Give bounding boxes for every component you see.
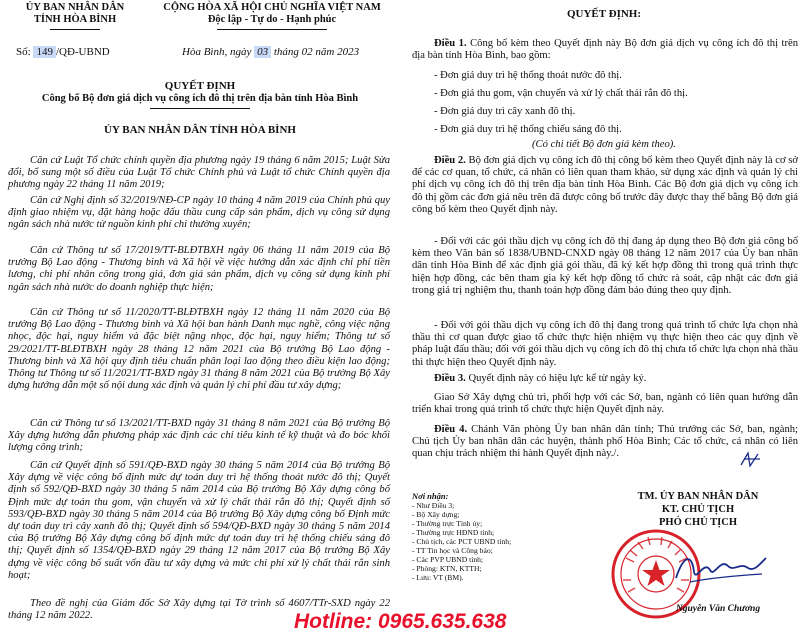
authority-heading: ỦY BAN NHÂN DÂN TỈNH HÒA BÌNH bbox=[104, 124, 296, 136]
recipient-item: - Phòng: KTN, KTTH; bbox=[412, 564, 482, 573]
agency-line1: ỦY BAN NHÂN DÂN bbox=[25, 2, 125, 13]
article-1-item: - Đơn giá thu gom, vận chuyển và xử lý chất thải rắn đô thị. bbox=[434, 88, 688, 99]
day-field: 03 bbox=[254, 46, 271, 58]
left-column bbox=[0, 0, 400, 637]
preamble-paragraph: Theo đề nghị của Giám đốc Sở Xây dựng tại Tờ trình số 4607/TTr-SXD ngày 22 tháng 12 năm 2022. bbox=[8, 598, 390, 622]
document-number: Số: 149 /QĐ-UBND bbox=[16, 46, 110, 58]
handwritten-signature-icon bbox=[670, 548, 770, 590]
preamble-paragraph: Căn cứ Luật Tổ chức chính quyền địa phương ngày 19 tháng 6 năm 2015; Luật Sửa đổi, bổ sung một số điều của Luật Tổ chức Chính phủ và Luật tổ chức Chính quyền địa phương ngày 22 tháng 11 năm 2019; bbox=[8, 155, 390, 191]
doc-subtitle: Công bố Bộ đơn giá dịch vụ công ích đô thị trên địa bàn tỉnh Hòa Bình bbox=[41, 93, 359, 104]
preamble-paragraph: Căn cứ Thông tư số 13/2021/TT-BXD ngày 31 tháng 8 năm 2021 của Bộ trưởng Bộ Xây dựng hướng dẫn phương pháp xác định các chỉ tiêu kinh tế kỹ thuật và đo bóc khối lượng công trình; bbox=[8, 418, 390, 454]
signature-line3: PHÓ CHỦ TỊCH bbox=[659, 517, 737, 528]
preamble-paragraph: Căn cứ Thông tư số 17/2019/TT-BLĐTBXH ngày 06 tháng 11 năm 2019 của Bộ trưởng Bộ Lao động - Thương binh và Xã hội về việc hướng dẫn xác định chi phí tiền lương, chi phí nhân công trong giá, đơn giá sản phẩm, dịch vụ công sử dụng kinh phí ngân sách nhà nước do doanh nghiệp thực hiện; bbox=[8, 245, 390, 293]
recipient-item: - Chủ tịch, các PCT UBND tỉnh; bbox=[412, 537, 512, 546]
hotline-banner: Hotline: 0965.635.638 bbox=[294, 610, 507, 633]
preamble-paragraph: Căn cứ Thông tư số 11/2020/TT-BLĐTBXH ngày 12 tháng 11 năm 2020 của Bộ trưởng Bộ Lao động - Thương binh và Xã hội ban hành Danh mục nghề, công việc nặng nhọc, độc hại, nguy hiểm và đặc biệt nặng nhọc, độc hại, nguy hiểm; Thông tư số 29/2021/TT-BLĐTBXH ngày 28 tháng 12 năm 2021 của Bộ trưởng Bộ Lao động - Thương binh và Xã hội quy định tiêu chuẩn phân loại lao động theo điều kiện lao động; Thông tư Thông tư số 11/2021/TT-BXD ngày 31 tháng 8 năm 2021 của Bộ trưởng Bộ Xây dựng hướng dẫn một số nội dung xác định và quản lý chi phí đầu tư xây dựng; bbox=[8, 307, 390, 392]
signature-line1: TM. ỦY BAN NHÂN DÂN bbox=[637, 491, 759, 502]
article-1-note: (Có chi tiết Bộ đơn giá kèm theo). bbox=[532, 139, 676, 150]
preamble-paragraph: Căn cứ Quyết định số 591/QĐ-BXD ngày 30 tháng 5 năm 2014 của Bộ trưởng Bộ Xây dựng về việc công bố định mức dự toán duy trì hệ thống thoát nước đô thị; Quyết định số 592/QĐ-BXD ngày 30 tháng 5 năm 2014 của Bộ trưởng Bộ Xây dựng công bố Định mức dự toán thu gom, vận chuyển và xử lý chất thải rắn đô thị; Quyết định số 593/QĐ-BXD ngày 30 tháng 5 năm 2014 của Bộ trưởng Bộ Xây dựng công bố Định mức dự toán duy trì cây xanh đô thị; Quyết định số 594/QĐ-BXD ngày 30 tháng 5 năm 2014 của Bộ trưởng Bộ Xây dựng công bố định mức dự toán duy trì hệ thống chiếu sáng đô thị; Quyết định số 1354/QĐ-BXD ngày 29 tháng 12 năm 2017 của Bộ trưởng Bộ Xây dựng về việc công bố suất vốn đầu tư xây dựng và mức chi phí xử lý chất thải rắn sinh hoạt; bbox=[8, 460, 390, 581]
article-3-label: Điều 3. bbox=[434, 373, 466, 384]
decision-heading: QUYẾT ĐỊNH: bbox=[566, 8, 642, 20]
country-header bbox=[140, 2, 404, 26]
recipients-label: Nơi nhận: bbox=[412, 491, 449, 501]
article-3-paragraph: Giao Sở Xây dựng chủ trì, phối hợp với các Sở, ban, ngành có liên quan hướng dẫn triển khai trong quá trình tổ chức thực hiện Quyết định này. bbox=[412, 392, 798, 416]
doc-title: QUYẾT ĐỊNH bbox=[164, 80, 236, 92]
article-1: Điều 1. Công bố kèm theo Quyết định này Bộ đơn giá dịch vụ công ích đô thị trên địa bàn tỉnh Hòa Bình, bao gồm: bbox=[412, 38, 798, 62]
article-2-label: Điều 2. bbox=[434, 155, 466, 166]
recipient-item: - TT Tin học và Công báo; bbox=[412, 546, 493, 555]
recipient-item: - Lưu: VT (BM). bbox=[412, 573, 464, 582]
article-2: Điều 2. Bộ đơn giá dịch vụ công ích đô thị công bố kèm theo Quyết định này là cơ sở để các cơ quan, tổ chức, cá nhân có liên quan tham khảo, sử dụng xác định và quản lý chi phí dịch vụ công ích đô thị trên địa bàn tỉnh Hòa Bình. Các Bộ đơn giá dịch vụ công ích đô thị gồm các đơn giá nêu trên đã được công bố trước đây được thay thế bằng Bộ đơn giá công bố kèm theo Quyết định này. bbox=[412, 155, 798, 215]
recipient-item: - Các PVP UBND tỉnh; bbox=[412, 555, 484, 564]
recipient-item: - Thường trực HĐND tỉnh; bbox=[412, 528, 495, 537]
article-4-label: Điều 4. bbox=[434, 424, 468, 435]
article-2-paragraph: - Đối với gói thầu dịch vụ công ích đô thị đang trong quá trình tổ chức lựa chọn nhà thầu thì cơ quan được giao tổ chức thực hiện nhiệm vụ thực hiện theo các quy định về pháp luật đấu thầu; đối với gói thầu dịch vụ công ích đô thị chưa tổ chức lựa chọn nhà thầu thì thực hiện theo Quyết định này. bbox=[412, 320, 798, 368]
signature-line2: KT. CHỦ TỊCH bbox=[661, 504, 735, 515]
recipients-block bbox=[412, 492, 562, 582]
agency-underline bbox=[50, 29, 100, 30]
article-1-item: - Đơn giá duy trì hệ thống chiếu sáng đô thị. bbox=[434, 124, 622, 135]
place-date: Hòa Bình, ngày 03 tháng 02 năm 2023 bbox=[182, 46, 360, 58]
agency-line2: TỈNH HÒA BÌNH bbox=[33, 14, 117, 25]
recipient-item: - Thường trực Tỉnh ủy; bbox=[412, 519, 483, 528]
article-1-item: - Đơn giá duy trì cây xanh đô thị. bbox=[434, 106, 576, 117]
initials-mark bbox=[738, 450, 764, 470]
subtitle-underline bbox=[150, 108, 250, 109]
article-1-item: - Đơn giá duy trì hệ thống thoát nước đô thị. bbox=[434, 70, 622, 81]
country-line1: CỘNG HÒA XÃ HỘI CHỦ NGHĨA VIỆT NAM bbox=[163, 2, 381, 13]
article-2-paragraph: - Đối với các gói thầu dịch vụ công ích đô thị đang áp dụng theo Bộ đơn giá công bố kèm theo Văn bản số 1838/UBND-CNXD ngày 08 tháng 12 năm 2017 của Ủy ban nhân dân tỉnh Hòa Bình để xác định giá gói thầu, đã ký kết hợp đồng thì trong quá trình thực hiện hợp đồng, các bên tham gia ký kết hợp đồng tổ chức rà soát, cập nhật các đơn giá trong giá trị nghiệm thu, thanh toán hợp đồng đảm bảo đúng theo quy định. bbox=[412, 236, 798, 296]
signature-block bbox=[598, 490, 798, 529]
right-column bbox=[402, 0, 806, 637]
country-underline bbox=[217, 29, 327, 30]
signer-name: Nguyễn Văn Chương bbox=[675, 604, 761, 614]
recipient-item: - Như Điều 3; bbox=[412, 501, 455, 510]
country-line2: Độc lập - Tự do - Hạnh phúc bbox=[207, 14, 337, 25]
article-1-label: Điều 1. bbox=[434, 38, 467, 49]
agency-header bbox=[0, 2, 150, 26]
preamble-paragraph: Căn cứ Nghị định số 32/2019/NĐ-CP ngày 10 tháng 4 năm 2019 của Chính phủ quy định giao nhiệm vụ, đặt hàng hoặc đấu thầu cung cấp sản phẩm, dịch vụ công sử dụng ngân sách nhà nước từ nguồn kinh phí chi thường xuyên; bbox=[8, 195, 390, 231]
article-4: Điều 4. Chánh Văn phòng Ủy ban nhân dân tỉnh; Thủ trưởng các Sở, ban, ngành; Chủ tịch Ủy ban nhân dân các huyện, thành phố Hòa Bình; Các tổ chức, cá nhân có liên quan chịu trách nhiệm thi hành Quyết định này./. bbox=[412, 424, 798, 460]
recipient-item: - Bộ Xây dựng; bbox=[412, 510, 460, 519]
number-field: 149 bbox=[33, 46, 56, 58]
article-3: Điều 3. Quyết định này có hiệu lực kể từ ngày ký. bbox=[434, 373, 647, 384]
